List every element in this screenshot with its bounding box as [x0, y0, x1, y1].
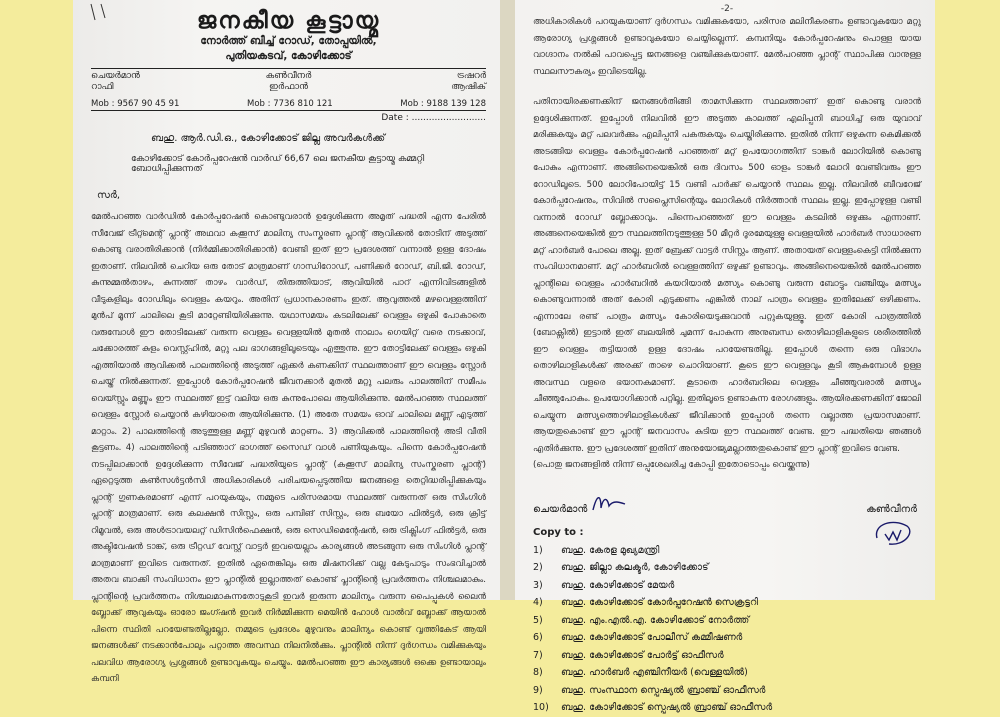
letter-page-2	[515, 0, 935, 714]
copy-to-recipient: ബഹു. കേരള മുഖ്യമന്ത്രി	[561, 544, 660, 556]
phone-convener: Mob : 7736 810 121	[247, 99, 333, 109]
copy-to-item	[533, 682, 921, 700]
address-line-2: പുതിയകടവ്, കോഴിക്കോട്	[225, 50, 352, 62]
page-gap	[500, 0, 515, 600]
copy-to-number: 6)	[533, 632, 543, 644]
subject-line: കോഴിക്കോട് കോർപ്പറേഷൻ വാർഡ് 66,67 ലെ ജനകീയ കൂട്ടായ്മ കമ്മറ്റി ബോധിപ്പിക്കുന്നത്	[131, 154, 425, 174]
copy-to-recipient: ബഹു. കോഴിക്കോട് മേയർ	[561, 579, 675, 591]
copy-to-number: 1)	[533, 544, 543, 556]
copy-to-list	[533, 542, 921, 717]
paragraph-3: (പൊതു ജനങ്ങളിൽ നിന്ന് ഒപ്പുശേഖരിച്ച കോപ്പി ഇതോടൊപ്പം വെയ്ക്കുന്നു)	[533, 460, 810, 470]
phone-treasurer: Mob : 9188 139 128	[400, 99, 486, 109]
officer-role: ചെയർമാൻ	[91, 71, 140, 81]
copy-to-number: 3)	[533, 579, 543, 591]
letter-body: മേൽപറഞ്ഞ വാർഡിൽ കോർപ്പറേഷൻ കൊണ്ടുവരാൻ ഉദ്ദേശിക്കുന്ന അമൃത് പദ്ധതി എന്ന പേരിൽ സീവേജ് ട്രീറ്റ്മെന്റ് പ്ലാന്റ് അഥവാ കക്കൂസ് മാലിന്യ സംസ്കരണ പ്ലാന്റ് ആവിക്കൽ തോടിന് അടുത്ത് കൊണ്ടു വരാതിരിക്കാൻ (നിർമ്മിക്കാതിരിക്കാൻ) വേണ്ടി ഇത് ഈ പ്രദേശത്ത് വന്നാൽ ഉള്ള ദോഷം ഇതാണ്. നിലവിൽ ചെറിയ ഒരു തോട് മാത്രമാണ് ഗാന്ധിറോഡ്, പണിക്കർ റോഡ്, ബി.ജി. റോഡ്, കുന്നുമ്മൽതാഴം, കുന്നത്ത് താഴം വാർഡ്, തിരുത്തിയാട്, ആവിയിൽ പാറ് എന്നിവിടങ്ങളിൽ വീടുകളിലും റോഡിലും വെള്ളം കയറും. അതിന് പ്രധാനകാരണം ഇത്. ആവുത്തൽ മഴവെള്ളത്തിന് മുൻപ് മൂന്ന് ചാലിലെ കൂടി മാറ്റേണ്ടിയിരിക്കുന്നു. യഥാസമയം കടലിലേക്ക് വെള്ളം ഒഴുകി പോകാതെ വരുമ്പോൾ ഈ തോടിലേക്ക് വരുന്ന വെള്ളം വെള്ളയിൽ മുതൽ നാലാം ഗെയിറ്റ് വരെ നടക്കാവ്, ചക്കോരത്ത് കുളം വെസ്റ്റ്ഹിൽ, മറ്റു പല ഭാഗങ്ങളിലൂടെയും എത്തുന്നു. ഈ തോട്ടിലേക്ക് വെള്ളം ഒഴുകി എത്തിയാൽ ആവിക്കൽ പാലത്തിന്റെ അടുത്ത് ഏക്കർ കണക്കിന് സ്ഥലത്താണ് ഈ വെള്ളം സ്റ്റോർ ചെയ്ത് നിൽക്കുന്നത്. ഇപ്പോൾ കോർപ്പറേഷൻ ജീവനക്കാർ മുതൽ മറ്റു പലരും പാലത്തിന് സമീപം വെയ്സ്റ്റും മണ്ണും ഈ സ്ഥലത്ത് ഇട്ട് വലിയ ഒരു കുന്നുപോലെ ആയിരിക്കുന്നു. മേൽപറഞ്ഞ സ്ഥലത്ത് വെള്ളം സ്റ്റോർ ചെയ്യാൻ കഴിയാതെ ആയിരിക്കുന്നു. (1) അതേ സമയം ഓവ് ചാലിലെ മണ്ണ് എടുത്ത് മാറ്റാം. 2) പാലത്തിന്റെ അടുത്തുള്ള മണ്ണ് മുഴുവൻ മാറ്റണം. 3) ആവിക്കൽ പാലത്തിന്റെ അടി വീതി കൂട്ടണം. 4) പാലത്തിന്റെ പടിഞ്ഞാറ് ഭാഗത്ത് സൈഡ് വാൾ പണിയുകയും. പിന്നെ കോർപ്പറേഷൻ നടപ്പിലാക്കാൻ ഉദ്ദേശിക്കുന്ന സീവേജ് പദ്ധതിയുടെ പ്ലാന്റ് (കക്കൂസ് മാലിന്യ സംസ്കരണ പ്ലാന്റ്) ഏറ്റെടുത്ത കൺസൾട്ടൻസി അധികാരികൾ പരിചയപ്പെടുത്തിയ ജനങ്ങളെ തെറ്റിദ്ധരിപ്പിക്കുകയും പ്ലാന്റ് ഗുണകരമാണ് എന്ന് പറയുകയും, നമ്മുടെ പരിസരമായ സ്ഥലത്ത് വരുന്നത് ഒരു സിംഗിൾ പ്ലാന്റ് മാത്രമാണ്. ഒരു കലക്ഷൻ സിസ്റ്റം, ഒരു പമ്പിങ് സിസ്റ്റം, ഒരു ബയോ ഫിൽട്ടർ, ഒരു ക്രിട്ട് റിമൂവൽ, ഒരു അൾട്രാവയലറ്റ് ഡിസിൻഫെക്ഷൻ, ഒരു സെഡിമെന്റേഷൻ, ഒരു ട്രിക്ലിംഗ് ഫിൽട്ടർ, ഒരു അക്ടിവേഷൻ ടാങ്ക്, ഒരു ട്രീറ്റഡ് വേസ്റ്റ് വാട്ടർ ഇവയെല്ലാം കാര്യങ്ങൾ അടങ്ങുന്ന ഒരു സിംഗിൾ പ്ലാന്റ് മാത്രമാണ് ഇവിടെ വരുന്നത്. ഇതിൽ ഏതെങ്കിലും ഒരു മിഷനറിക്ക് വല്ല കേടുപാടും സംഭവിച്ചാൽ അതവ ബാക്കി സംവിധാനം ഈ പ്ലാന്റിൽ ഇല്ലാത്തത് കൊണ്ട് പ്ലാന്റിന്റെ പ്രവർത്തനം നിശ്ചലമാകും. പ്ലാന്റിന്റെ പ്രവർത്തനം നിശ്ചലമാകുന്നതോടുകൂടി ഇവർ ഇരുന്ന മാലിന്യം വരുന്ന പൈപ്പുകൾ ലൈൻ ബ്ലോക്ക് ആവുകയും ഓരോ ജംഗ്ഷൻ ഇവർ നിർമ്മിക്കുന്ന മെയിൻ ഹോൾ വാൽവ് ബ്ലോക്ക് ആയാൽ പിന്നെ സ്ഥിതി പറയേണ്ടതില്ലല്ലോ. നമ്മുടെ പ്രദേശം മുഴുവനും മാലിന്യം കൊണ്ട് വൃത്തികേട് ആയി ജനങ്ങൾക്ക് നടക്കാൻപോലും പറ്റാത്ത അവസ്ഥ നിലനിൽക്കും. പ്ലാന്റിൽ നിന്ന് ദുർഗന്ധം വമിക്കുകയും പലവിധ ആരോഗ്യ പ്രശ്നങ്ങൾ ഉണ്ടാവുകയും ചെയ്യും. മേൽപറഞ്ഞ ഈ കാര്യങ്ങൾ ഒക്കെ ഉണ്ടായാലും കമ്പനി	[91, 212, 486, 684]
officer-chairman	[91, 71, 221, 93]
signature-row	[533, 504, 921, 515]
officer-name: റാഫി	[91, 82, 114, 92]
copy-to-item	[533, 664, 921, 682]
salutation: സർ,	[97, 190, 120, 201]
addressee: ബഹു. ആർ.ഡി.ഒ., കോഴിക്കോട് ജില്ല അവർകൾക്ക്	[151, 133, 386, 144]
convener-label: കൺവീനർ	[866, 503, 917, 515]
chairman-signature-icon	[589, 490, 629, 516]
org-title: ജനകീയ കൂട്ടായ്മ	[196, 8, 381, 34]
convener-signature-block	[866, 504, 917, 515]
page-number: -2-	[720, 4, 734, 14]
copy-to-recipient: ബഹു. എം.എൽ.എ. കോഴിക്കോട് നോർത്ത്	[561, 614, 750, 626]
copy-to-recipient: ബഹു. കോഴിക്കോട് പോർട്ട് ഓഫീസർ	[561, 649, 724, 661]
officer-convener	[223, 71, 353, 93]
copy-to-number: 2)	[533, 562, 543, 574]
copy-to-number: 4)	[533, 597, 543, 609]
copy-to-recipient: ബഹു. ഹാർബർ എഞ്ചിനീയർ (വെള്ളയിൽ)	[561, 667, 748, 679]
copy-to-item	[533, 577, 921, 595]
copy-to-recipient: ബഹു. ജില്ലാ കലക്ടർ, കോഴിക്കോട്	[561, 562, 709, 574]
officer-name: ആഷിക്	[451, 82, 486, 92]
copy-to-number: 5)	[533, 614, 543, 626]
officer-name: ഇർഫാൻ	[269, 82, 308, 92]
copy-to-item	[533, 699, 921, 717]
officers-row	[91, 68, 486, 93]
copy-to-number: 10)	[533, 702, 549, 714]
date-field: Date : ..........................	[381, 113, 486, 123]
copy-to-number: 9)	[533, 684, 543, 696]
phone-row	[91, 99, 486, 111]
copy-to-item	[533, 612, 921, 630]
paragraph-2: പതിനായിരക്കണക്കിന് ജനങ്ങൾതിങ്ങി താമസിക്കുന്ന സ്ഥലത്താണ് ഇത് കൊണ്ടു വരാൻ ഉദ്ദേശിക്കുന്നത്. ഇപ്പോൾ നിലവിൽ ഈ അടുത്ത കാലത്ത് എലിപ്പനി ബാധിച്ച് ഒരു യുവാവ് മരിക്കുകയും മറ്റ് പലവർക്കും എലിപ്പനി പകരുകയും ചെയ്തിരിക്കുന്നു. ഇതിൽ നിന്ന് ഒഴുകുന്ന കെമിക്കൽ അടങ്ങിയ വെള്ളം കോർപ്പറേഷൻ പറഞ്ഞത് മറ്റ് ഉപയോഗത്തിന് ടാങ്കർ ലോറിയിൽ കൊണ്ടു പോകും എന്നാണ്. അങ്ങിനെയെങ്കിൽ ഒരു ദിവസം 500 ഓളം ടാങ്കർ ലോറി വേണ്ടിവരും ഈ റോഡിലൂടെ. 500 ലോറിപോയിട്ട് 15 വണ്ടി പാർക്ക് ചെയ്യാൻ സ്ഥലം ഇല്ല. നിലവിൽ ബീവറേജ് കോർപ്പറേഷനും, സിവിൽ സപ്ലൈസിന്റെയും ലോറികൾ നിർത്താൻ സ്ഥലം ഇല്ല. ഇപ്പോഴുള്ള വണ്ടി വന്നാൽ റോഡ് ബ്ലോക്കാവും. പിന്നെപറഞ്ഞത് ഈ വെള്ളം കടലിൽ ഒഴുക്കും എന്നാണ്. അങ്ങനെയെങ്കിൽ ഈ സ്ഥലത്തിനടുത്തുള്ള 50 മീറ്റർ ദൂരമേയുള്ളൂ വെള്ളയിൽ ഹാർബർ സാധാരണ മറ്റ് ഹാർബർ പോലെ അല്ല. ഇത് ബ്രേക്ക് വാട്ടർ സിസ്റ്റം ആണ്. അതായത് വെള്ളംകെട്ടി നിൽക്കുന്ന സംവിധാനമാണ്. മറ്റ് ഹാർബറിൽ വെള്ളത്തിന് ഒഴുക്ക് ഉണ്ടാവും. അങ്ങിനെയെങ്കിൽ മേൽപറഞ്ഞ പ്ലാന്റിലെ വെള്ളം ഹാർബറിൽ കയറിയാൽ മത്സ്യം കൊണ്ടു വരുന്ന ബോട്ടും വഞ്ചിയും മത്സ്യം കൊണ്ടുവന്നാൽ അത് കോരി എടുക്കണം എങ്കിൽ നാല് പാത്രം വെള്ളം ഇതിലേക്ക് ഒഴിക്കണം. എന്നാലേ രണ്ട് പാത്രം മത്സ്യം കോരിയെടുക്കുവാൻ പറ്റുകയുള്ളൂ. ഇത് കോരി പാത്രത്തിൽ (ബോക്സിൽ) ഇട്ടാൽ ഇത് ബലയിൽ ചുമന്ന് പോകുന്ന അനുബന്ധ തൊഴിലാളികളുടെ ശരീരത്തിൽ ഈ വെള്ളം തട്ടിയാൽ ഉള്ള ദോഷം പറയേണ്ടതില്ല. ഇപ്പോൾ തന്നെ ഒരു വിഭാഗം തൊഴിലാളികൾക്ക് അരക്ക് താഴെ ചൊറിയാണ്. കൂടെ ഈ വെള്ളവും കൂടി ആകുമ്പോൾ ഉള്ള അവസ്ഥ വളരെ ഭയാനകമാണ്. കൂടാതെ ഹാർബറിലെ വെള്ളം ചീഞ്ഞുവരാൽ മത്സ്യം ചീഞ്ഞുപോകും. ഉപയോഗിക്കാൻ പറ്റില്ല. ഇതിലൂടെ ഉണ്ടാകുന്ന രോഗങ്ങളും. ആയിരക്കണക്കിന് ജോലി ചെയ്യുന്ന മത്സ്യത്തൊഴിലാളികൾക്ക് ജീവിക്കാൻ ഇപ്പോൾ തന്നെ വല്ലാത്ത പ്രയാസമാണ്. ആയതുകൊണ്ട് ഈ പ്ലാന്റ് ജനവാസം കുടിയ ഈ സ്ഥലത്ത് വേണ്ട. ഈ പദ്ധതിയെ ഞങ്ങൾ എതിർക്കുന്നു. ഈ പ്രദേശത്ത് ഇതിന് അനുയോജ്യമല്ലാത്തതുകൊണ്ട് ഈ പ്ലാന്റ് ഇവിടെ വേണ്ട.	[533, 97, 921, 454]
copy-to-recipient: ബഹു. കോഴിക്കോട് സ്പെഷ്യൽ ബ്രാഞ്ച് ഓഫീസർ	[561, 702, 773, 714]
copy-to-item	[533, 647, 921, 665]
officer-role: കൺവീനർ	[265, 71, 312, 81]
copy-to-item	[533, 542, 921, 560]
phone-chairman: Mob : 9567 90 45 91	[91, 99, 180, 109]
copy-to-item	[533, 629, 921, 647]
copy-to-label: Copy to :	[533, 526, 584, 538]
convener-signature-icon	[871, 516, 917, 550]
paragraph-1: അധികാരികൾ പറയുകയാണ് ദുർഗന്ധം വമിക്കുകയോ, പരിസര മലിനീകരണം ഉണ്ടാവുകയോ മറ്റു ആരോഗ്യ പ്രശ്നങ്ങൾ ഉണ്ടാവുകയോ ചെയ്യില്ലെന്ന്. കമ്പനിയും കോർപ്പറേഷനും പൊള്ള യായ വാഗ്ദാനം നൽകി പാവപ്പെട്ട ജനങ്ങളെ വഞ്ചിക്കുകയാണ്. മേൽപറഞ്ഞ പ്ലാന്റ് സ്ഥാപിക്കു വാനുള്ള സ്ഥലസൗകര്യം ഇവിടെയില്ല.	[533, 17, 921, 77]
chairman-label: ചെയർമാൻ	[533, 503, 588, 515]
officer-treasurer	[356, 71, 486, 93]
copy-to-recipient: ബഹു. കോഴിക്കോട് കോർപ്പറേഷൻ സെക്രട്ടറി	[561, 597, 758, 609]
copy-to-item	[533, 594, 921, 612]
copy-to-number: 7)	[533, 649, 543, 661]
address-line-1: നോർത്ത് ബീച്ച് റോഡ്, തോപ്പയിൽ,	[200, 35, 377, 47]
chairman-signature-block	[533, 504, 587, 515]
letter-page-1	[73, 0, 500, 684]
copy-to-recipient: ബഹു. സംസ്ഥാന സ്പെഷ്യൽ ബ്രാഞ്ച് ഓഫീസർ	[561, 684, 766, 696]
officer-role: ട്രഷറർ	[456, 71, 486, 81]
copy-to-number: 8)	[533, 667, 543, 679]
pen-mark-icon	[87, 2, 117, 24]
copy-to-item	[533, 559, 921, 577]
copy-to-recipient: ബഹു. കോഴിക്കോട് പോലീസ് കമ്മീഷണർ	[561, 632, 743, 644]
